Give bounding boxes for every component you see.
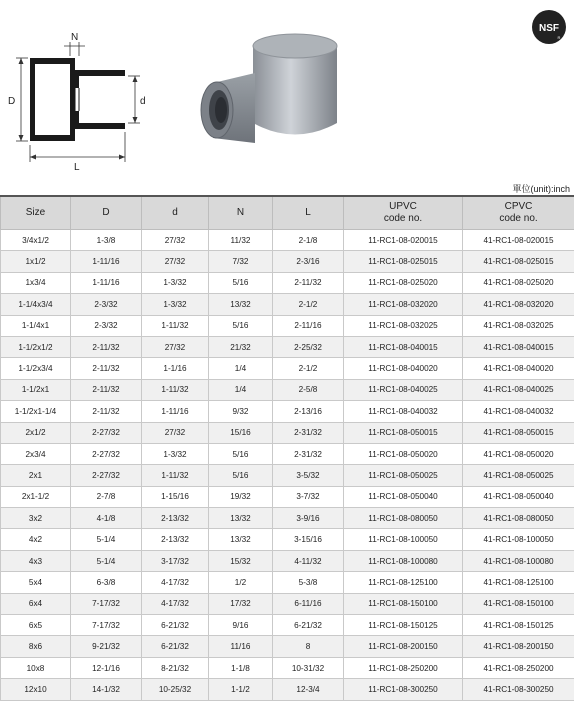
table-cell: 3x2	[1, 508, 71, 529]
table-cell: 2x1-1/2	[1, 486, 71, 507]
table-cell: 2-11/32	[273, 272, 344, 293]
column-header-text: d	[142, 207, 208, 219]
table-row	[1, 679, 574, 700]
column-header	[71, 196, 142, 230]
table-cell: 1-1/2	[209, 679, 273, 700]
table-cell: 11/16	[209, 636, 273, 657]
nsf-logo-text: NSF	[539, 23, 559, 34]
label-big-d: D	[8, 96, 15, 107]
table-cell: 2-5/8	[273, 379, 344, 400]
table-cell: 7-17/32	[71, 615, 142, 636]
table-cell: 15/32	[209, 550, 273, 571]
label-l: L	[74, 162, 80, 173]
table-cell: 2-13/32	[142, 508, 209, 529]
table-cell: 11-RC1-08-050015	[344, 422, 463, 443]
table-cell: 2-27/32	[71, 443, 142, 464]
table-cell: 6x4	[1, 593, 71, 614]
table-cell: 1-1/4x3/4	[1, 294, 71, 315]
column-header-text: Size	[1, 207, 70, 219]
column-header-text: code no.	[463, 213, 574, 225]
table-row	[1, 572, 574, 593]
table-cell: 2-13/16	[273, 401, 344, 422]
table-cell: 41-RC1-08-300250	[463, 679, 574, 700]
column-header-text: N	[209, 207, 272, 219]
table-cell: 41-RC1-08-025015	[463, 251, 574, 272]
table-cell: 5-1/4	[71, 550, 142, 571]
table-cell: 1/4	[209, 358, 273, 379]
table-cell: 5x4	[1, 572, 71, 593]
table-cell: 11-RC1-08-040032	[344, 401, 463, 422]
label-small-d: d	[140, 96, 146, 107]
table-cell: 10-25/32	[142, 679, 209, 700]
table-cell: 2-11/32	[71, 358, 142, 379]
table-cell: 3-9/16	[273, 508, 344, 529]
table-row	[1, 615, 574, 636]
table-cell: 11-RC1-08-250200	[344, 657, 463, 678]
table-row	[1, 358, 574, 379]
table-cell: 1-1/8	[209, 657, 273, 678]
table-row	[1, 315, 574, 336]
table-cell: 1-3/32	[142, 443, 209, 464]
column-header-text: CPVC	[463, 201, 574, 213]
table-cell: 1-1/2x1/2	[1, 336, 71, 357]
table-cell: 1/4	[209, 379, 273, 400]
table-cell: 41-RC1-08-040015	[463, 336, 574, 357]
table-cell: 8-21/32	[142, 657, 209, 678]
table-cell: 4-17/32	[142, 572, 209, 593]
table-cell: 2-3/32	[71, 294, 142, 315]
table-cell: 13/32	[209, 529, 273, 550]
table-cell: 2-1/2	[273, 294, 344, 315]
table-row	[1, 443, 574, 464]
table-cell: 11-RC1-08-300250	[344, 679, 463, 700]
table-cell: 4-1/8	[71, 508, 142, 529]
table-cell: 27/32	[142, 230, 209, 251]
table-cell: 6-3/8	[71, 572, 142, 593]
table-cell: 19/32	[209, 486, 273, 507]
table-cell: 9/16	[209, 615, 273, 636]
table-cell: 6-21/32	[142, 615, 209, 636]
table-cell: 1-11/16	[71, 251, 142, 272]
table-cell: 3-15/16	[273, 529, 344, 550]
table-cell: 11-RC1-08-040020	[344, 358, 463, 379]
table-cell: 2-27/32	[71, 422, 142, 443]
table-row	[1, 593, 574, 614]
table-cell: 11-RC1-08-020015	[344, 230, 463, 251]
nsf-logo-mark: R	[558, 35, 561, 40]
table-cell: 41-RC1-08-100050	[463, 529, 574, 550]
table-cell: 12x10	[1, 679, 71, 700]
table-row	[1, 486, 574, 507]
table-row	[1, 657, 574, 678]
table-cell: 41-RC1-08-020015	[463, 230, 574, 251]
table-cell: 4x2	[1, 529, 71, 550]
dimension-diagram	[0, 0, 200, 175]
table-cell: 11-RC1-08-032020	[344, 294, 463, 315]
table-cell: 15/16	[209, 422, 273, 443]
table-cell: 12-3/4	[273, 679, 344, 700]
table-cell: 2-7/8	[71, 486, 142, 507]
column-header	[209, 196, 273, 230]
table-cell: 1-3/8	[71, 230, 142, 251]
table-cell: 2-11/32	[71, 401, 142, 422]
table-cell: 11-RC1-08-150125	[344, 615, 463, 636]
nsf-logo	[530, 8, 568, 46]
table-row	[1, 230, 574, 251]
table-cell: 1x1/2	[1, 251, 71, 272]
table-cell: 41-RC1-08-080050	[463, 508, 574, 529]
table-header-row	[1, 196, 574, 230]
table-cell: 27/32	[142, 251, 209, 272]
table-cell: 1x3/4	[1, 272, 71, 293]
table-cell: 6x5	[1, 615, 71, 636]
table-row	[1, 336, 574, 357]
table-cell: 2-31/32	[273, 443, 344, 464]
table-cell: 2x1	[1, 465, 71, 486]
table-row	[1, 401, 574, 422]
column-header	[142, 196, 209, 230]
table-cell: 41-RC1-08-025020	[463, 272, 574, 293]
table-cell: 6-11/16	[273, 593, 344, 614]
column-header-text: D	[71, 207, 141, 219]
table-cell: 2-13/32	[142, 529, 209, 550]
table-row	[1, 529, 574, 550]
table-cell: 1-11/16	[142, 401, 209, 422]
table-cell: 21/32	[209, 336, 273, 357]
table-cell: 1-15/16	[142, 486, 209, 507]
table-cell: 7/32	[209, 251, 273, 272]
table-cell: 1-11/16	[71, 272, 142, 293]
table-row	[1, 550, 574, 571]
table-cell: 11-RC1-08-025020	[344, 272, 463, 293]
table-cell: 1-11/32	[142, 315, 209, 336]
table-cell: 3-7/32	[273, 486, 344, 507]
dimension-table	[0, 195, 574, 701]
table-cell: 13/32	[209, 508, 273, 529]
table-cell: 1-1/2x1	[1, 379, 71, 400]
table-cell: 41-RC1-08-050025	[463, 465, 574, 486]
table-cell: 6-21/32	[273, 615, 344, 636]
table-cell: 6-21/32	[142, 636, 209, 657]
table-cell: 41-RC1-08-050015	[463, 422, 574, 443]
table-cell: 41-RC1-08-150125	[463, 615, 574, 636]
table-cell: 1-3/32	[142, 294, 209, 315]
table-cell: 7-17/32	[71, 593, 142, 614]
table-cell: 11-RC1-08-040025	[344, 379, 463, 400]
table-cell: 9-21/32	[71, 636, 142, 657]
column-header	[463, 196, 574, 230]
table-cell: 11/32	[209, 230, 273, 251]
column-header	[1, 196, 71, 230]
table-cell: 41-RC1-08-040020	[463, 358, 574, 379]
table-cell: 4-17/32	[142, 593, 209, 614]
table-cell: 1-11/32	[142, 465, 209, 486]
column-header	[344, 196, 463, 230]
table-cell: 41-RC1-08-250200	[463, 657, 574, 678]
table-row	[1, 508, 574, 529]
column-header-text: UPVC	[344, 201, 462, 213]
table-cell: 2-11/32	[71, 336, 142, 357]
table-row	[1, 465, 574, 486]
table-cell: 11-RC1-08-032025	[344, 315, 463, 336]
table-cell: 3-17/32	[142, 550, 209, 571]
table-cell: 3/4x1/2	[1, 230, 71, 251]
table-cell: 5-1/4	[71, 529, 142, 550]
table-cell: 2x1/2	[1, 422, 71, 443]
table-row	[1, 272, 574, 293]
table-cell: 11-RC1-08-100080	[344, 550, 463, 571]
table-cell: 11-RC1-08-050020	[344, 443, 463, 464]
label-n: N	[71, 32, 78, 43]
table-cell: 2-3/16	[273, 251, 344, 272]
table-cell: 41-RC1-08-032025	[463, 315, 574, 336]
table-cell: 11-RC1-08-150100	[344, 593, 463, 614]
table-cell: 11-RC1-08-080050	[344, 508, 463, 529]
table-cell: 5/16	[209, 443, 273, 464]
unit-label: 單位(unit):inch	[512, 182, 570, 195]
table-body	[1, 230, 574, 701]
table-cell: 10-31/32	[273, 657, 344, 678]
table-cell: 1/2	[209, 572, 273, 593]
table-cell: 11-RC1-08-125100	[344, 572, 463, 593]
table-row	[1, 636, 574, 657]
table-row	[1, 422, 574, 443]
table-cell: 1-11/32	[142, 379, 209, 400]
table-cell: 11-RC1-08-040015	[344, 336, 463, 357]
table-cell: 2-25/32	[273, 336, 344, 357]
table-cell: 2-11/32	[71, 379, 142, 400]
table-cell: 2x3/4	[1, 443, 71, 464]
table-cell: 5/16	[209, 315, 273, 336]
table-cell: 41-RC1-08-100080	[463, 550, 574, 571]
table-cell: 11-RC1-08-025015	[344, 251, 463, 272]
table-cell: 5/16	[209, 272, 273, 293]
table-row	[1, 294, 574, 315]
table-cell: 17/32	[209, 593, 273, 614]
table-cell: 41-RC1-08-050020	[463, 443, 574, 464]
table-cell: 41-RC1-08-050040	[463, 486, 574, 507]
table-cell: 27/32	[142, 422, 209, 443]
table-cell: 11-RC1-08-100050	[344, 529, 463, 550]
table-cell: 41-RC1-08-200150	[463, 636, 574, 657]
table-cell: 3-5/32	[273, 465, 344, 486]
table-cell: 41-RC1-08-125100	[463, 572, 574, 593]
table-cell: 14-1/32	[71, 679, 142, 700]
table-cell: 1-3/32	[142, 272, 209, 293]
table-cell: 2-1/2	[273, 358, 344, 379]
column-header-text: L	[273, 207, 343, 219]
table-row	[1, 379, 574, 400]
table-cell: 11-RC1-08-050040	[344, 486, 463, 507]
column-header	[273, 196, 344, 230]
table-cell: 9/32	[209, 401, 273, 422]
table-cell: 2-1/8	[273, 230, 344, 251]
table-cell: 8x6	[1, 636, 71, 657]
table-cell: 41-RC1-08-032020	[463, 294, 574, 315]
table-cell: 41-RC1-08-150100	[463, 593, 574, 614]
table-cell: 13/32	[209, 294, 273, 315]
table-cell: 27/32	[142, 336, 209, 357]
table-cell: 8	[273, 636, 344, 657]
table-cell: 12-1/16	[71, 657, 142, 678]
table-cell: 2-31/32	[273, 422, 344, 443]
table-cell: 1-1/4x1	[1, 315, 71, 336]
table-cell: 2-27/32	[71, 465, 142, 486]
table-cell: 11-RC1-08-200150	[344, 636, 463, 657]
table-row	[1, 251, 574, 272]
table-cell: 5/16	[209, 465, 273, 486]
table-cell: 4x3	[1, 550, 71, 571]
table-cell: 11-RC1-08-050025	[344, 465, 463, 486]
table-cell: 5-3/8	[273, 572, 344, 593]
table-cell: 1-1/2x3/4	[1, 358, 71, 379]
reducer-coupling-image	[195, 28, 365, 158]
column-header-text: code no.	[344, 213, 462, 225]
table-cell: 10x8	[1, 657, 71, 678]
table-cell: 41-RC1-08-040025	[463, 379, 574, 400]
table-cell: 1-1/2x1-1/4	[1, 401, 71, 422]
table-cell: 41-RC1-08-040032	[463, 401, 574, 422]
table-cell: 2-3/32	[71, 315, 142, 336]
table-cell: 4-11/32	[273, 550, 344, 571]
table-cell: 2-11/16	[273, 315, 344, 336]
table-cell: 1-1/16	[142, 358, 209, 379]
